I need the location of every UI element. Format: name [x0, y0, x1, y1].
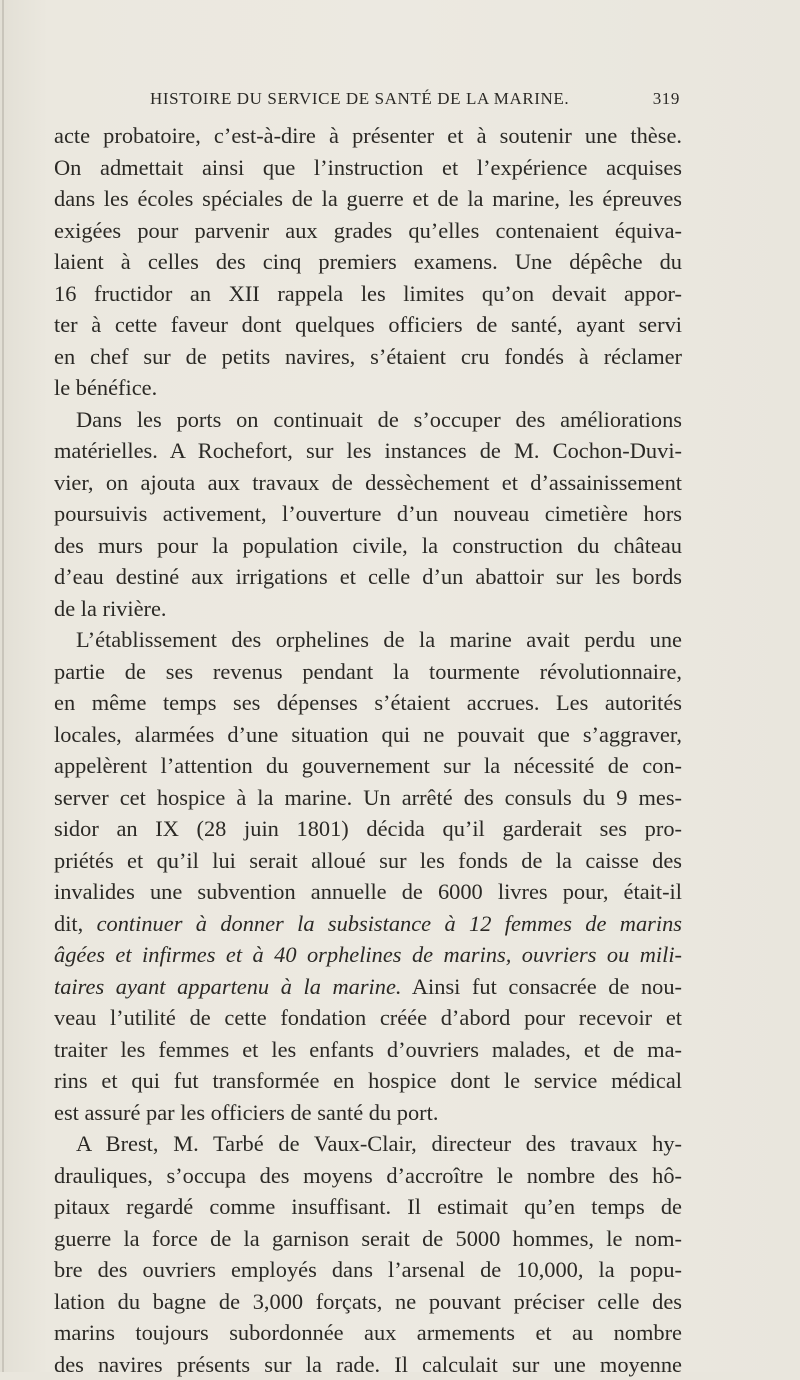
text-segment: vier, on ajouta aux travaux de dessèchement et d’assainissement	[54, 470, 682, 495]
text-line	[54, 120, 682, 152]
text-line	[54, 530, 682, 562]
text-segment: rins et qui fut transformée en hospice dont le service médical	[54, 1068, 682, 1093]
text-segment: bre des ouvriers employés dans l’arsenal de 10,000, la popu-	[54, 1257, 682, 1282]
text-segment: traiter les femmes et les enfants d’ouvriers malades, et de ma-	[54, 1037, 682, 1062]
text-segment: le bénéfice.	[54, 375, 157, 400]
text-line	[54, 152, 682, 184]
text-line	[54, 215, 682, 247]
text-segment: On admettait ainsi que l’instruction et l’expérience acquises	[54, 155, 682, 180]
text-segment: veau l’utilité de cette fondation créée d’abord pour recevoir et	[54, 1005, 682, 1030]
text-line	[54, 404, 682, 436]
text-segment: appelèrent l’attention du gouvernement sur la nécessité de con-	[54, 753, 682, 778]
text-line	[54, 750, 682, 782]
text-line	[54, 1191, 682, 1223]
text-line	[54, 1128, 682, 1160]
text-segment: matérielles. A Rochefort, sur les instances de M. Cochon-Duvi-	[54, 438, 682, 463]
text-segment: Dans les ports on continuait de s’occuper des améliorations	[76, 407, 682, 432]
text-line	[54, 1065, 682, 1097]
text-segment: priétés et qu’il lui serait alloué sur les fonds de la caisse des	[54, 848, 682, 873]
text-line	[54, 1223, 682, 1255]
text-segment: des murs pour la population civile, la construction du château	[54, 533, 682, 558]
text-line	[54, 341, 682, 373]
text-line	[54, 939, 682, 971]
text-segment: des navires présents sur la rade. Il calculait sur une moyenne	[54, 1352, 682, 1377]
text-line	[54, 278, 682, 310]
text-segment: 16 fructidor an XII rappela les limites qu’on devait appor-	[54, 281, 682, 306]
text-segment: pitaux regardé comme insuffisant. Il estimait qu’en temps de	[54, 1194, 682, 1219]
text-segment: dans les écoles spéciales de la guerre et de la marine, les épreuves	[54, 186, 682, 211]
running-title: HISTOIRE DU SERVICE DE SANTÉ DE LA MARINE.	[150, 89, 569, 109]
text-line	[54, 435, 682, 467]
text-segment: ter à cette faveur dont quelques officiers de santé, ayant servi	[54, 312, 682, 337]
text-line	[54, 183, 682, 215]
text-segment: exigées pour parvenir aux grades qu’elles contenaient équiva-	[54, 218, 682, 243]
text-segment: A Brest, M. Tarbé de Vaux-Clair, directeur des travaux hy-	[76, 1131, 682, 1156]
italic-text: continuer à donner la subsistance à 12 femmes de marins	[97, 911, 682, 936]
body-text	[54, 120, 682, 1380]
text-line	[54, 1002, 682, 1034]
text-line	[54, 309, 682, 341]
text-line	[54, 1286, 682, 1318]
text-segment: invalides une subvention annuelle de 6000 livres pour, était-il	[54, 879, 682, 904]
text-line	[54, 845, 682, 877]
text-segment: acte probatoire, c’est-à-dire à présenter et à soutenir une thèse.	[54, 123, 682, 148]
text-line	[54, 372, 682, 404]
text-line	[54, 1254, 682, 1286]
text-segment: guerre la force de la garnison serait de 5000 hommes, le nom-	[54, 1226, 682, 1251]
italic-text: taires ayant appartenu à la marine.	[54, 974, 402, 999]
text-line	[54, 1034, 682, 1066]
text-segment: marins toujours subordonnée aux armements et au nombre	[54, 1320, 682, 1345]
text-line	[54, 246, 682, 278]
text-line	[54, 593, 682, 625]
text-line	[54, 719, 682, 751]
page-number: 319	[653, 89, 680, 109]
text-segment: dit,	[54, 911, 97, 936]
page-edge-shadow	[2, 0, 4, 1372]
text-line	[54, 971, 682, 1003]
text-segment: lation du bagne de 3,000 forçats, ne pouvant préciser celle des	[54, 1289, 682, 1314]
text-segment: Ainsi fut consacrée de nou-	[402, 974, 683, 999]
italic-text: âgées et infirmes et à 40 orphelines de marins, ouvriers ou mili-	[54, 942, 682, 967]
text-line	[54, 498, 682, 530]
text-line	[54, 876, 682, 908]
text-line	[54, 624, 682, 656]
text-segment: partie de ses revenus pendant la tourmente révolutionnaire,	[54, 659, 682, 684]
text-segment: d’eau destiné aux irrigations et celle d’un abattoir sur les bords	[54, 564, 682, 589]
text-line	[54, 656, 682, 688]
text-segment: drauliques, s’occupa des moyens d’accroître le nombre des hô-	[54, 1163, 682, 1188]
text-line	[54, 1097, 682, 1129]
text-line	[54, 687, 682, 719]
text-segment: sidor an IX (28 juin 1801) décida qu’il garderait ses pro-	[54, 816, 682, 841]
text-line	[54, 1349, 682, 1380]
text-line	[54, 782, 682, 814]
text-line	[54, 1160, 682, 1192]
text-segment: locales, alarmées d’une situation qui ne pouvait que s’aggraver,	[54, 722, 682, 747]
text-segment: est assuré par les officiers de santé du port.	[54, 1100, 438, 1125]
text-segment: de la rivière.	[54, 596, 167, 621]
text-segment: L’établissement des orphelines de la marine avait perdu une	[76, 627, 682, 652]
text-segment: en même temps ses dépenses s’étaient accrues. Les autorités	[54, 690, 682, 715]
text-segment: poursuivis activement, l’ouverture d’un nouveau cimetière hors	[54, 501, 682, 526]
text-segment: laient à celles des cinq premiers examens. Une dépêche du	[54, 249, 682, 274]
text-segment: server cet hospice à la marine. Un arrêté des consuls du 9 mes-	[54, 785, 682, 810]
text-line	[54, 1317, 682, 1349]
text-line	[54, 561, 682, 593]
text-line	[54, 467, 682, 499]
text-line	[54, 813, 682, 845]
text-segment: en chef sur de petits navires, s’étaient cru fondés à réclamer	[54, 344, 682, 369]
text-line	[54, 908, 682, 940]
